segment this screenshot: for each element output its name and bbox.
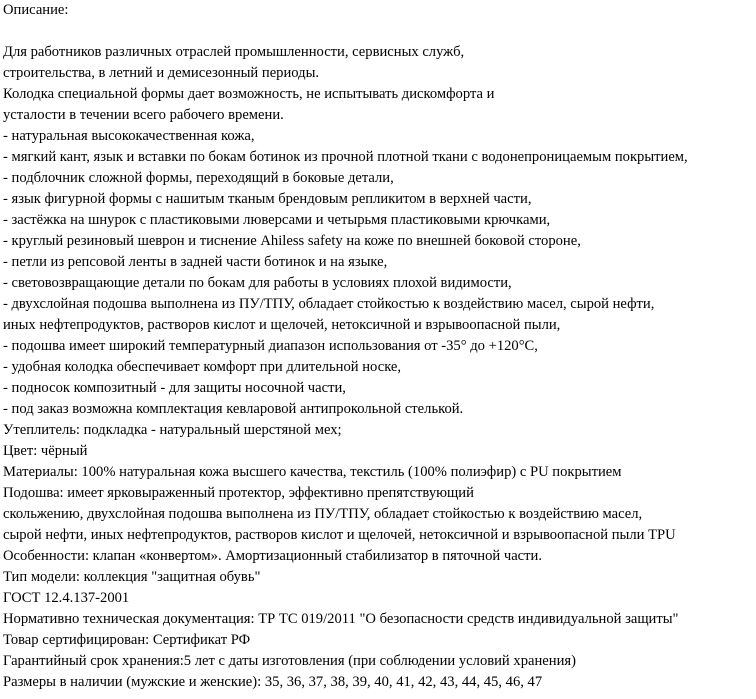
intro-line: Для работников различных отраслей промышленности, сервисных служб,	[3, 44, 465, 60]
sizes-field: Размеры в наличии (мужские и женские): 35, 36, 37, 38, 39, 40, 41, 42, 43, 44, 45, 46, 47	[3, 674, 543, 690]
gost-field: ГОСТ 12.4.137-2001	[3, 590, 130, 606]
intro-line: Колодка специальной формы дает возможность, не испытывать дискомфорта и	[3, 86, 495, 102]
feature-list-item: - язык фигурной формы с нашитым тканым брендовым репликитом в верхней части,	[3, 191, 532, 207]
feature-list-item: - под заказ возможна комплектация кевларовой антипрокольной стелькой.	[3, 401, 464, 417]
feature-list-item: - подносок композитный - для защиты носочной части,	[3, 380, 346, 396]
warranty-field: Гарантийный срок хранения:5 лет с даты изготовления (при соблюдении условий хранения)	[3, 653, 576, 669]
insulation-field: Утеплитель: подкладка - натуральный шерстяной мех;	[3, 422, 342, 438]
intro-line: строительства, в летний и демисезонный периоды.	[3, 65, 320, 81]
feature-list-item: - застёжка на шнурок с пластиковыми люверсами и четырьмя пластиковыми крючками,	[3, 212, 551, 228]
sole-field-continuation: скольжению, двухслойная подошва выполнена из ПУ/ТПУ, обладает стойкостью к воздействию масел,	[3, 506, 643, 522]
feature-list-item: - подошва имеет широкий температурный диапазон использования от -35° до +120°C,	[3, 338, 538, 354]
normative-doc-field: Нормативно техническая документация: ТР ТС 019/2011 "О безопасности средств индивидуальной защиты"	[3, 611, 679, 627]
features-field: Особенности: клапан «конвертом». Амортизационный стабилизатор в пяточной части.	[3, 548, 542, 564]
feature-list-item: - световозвращающие детали по бокам для работы в условиях плохой видимости,	[3, 275, 512, 291]
intro-line: усталости в течении всего рабочего времени.	[3, 107, 284, 123]
sole-field-continuation: сырой нефти, иных нефтепродуктов, растворов кислот и щелочей, нетоксичной и взрывоопасной пыли TPU	[3, 527, 676, 543]
feature-list-item: - двухслойная подошва выполнена из ПУ/ТПУ, обладает стойкостью к воздействию масел, сырой нефти,	[3, 296, 655, 312]
sole-field: Подошва: имеет ярковыраженный протектор, эффективно препятствующий	[3, 485, 474, 501]
feature-list-item: - удобная колодка обеспечивает комфорт при длительной носке,	[3, 359, 402, 375]
color-field: Цвет: чёрный	[3, 443, 88, 459]
feature-list-item: - петли из репсовой ленты в задней части ботинок и на языке,	[3, 254, 388, 270]
certification-field: Товар сертифицирован: Сертификат РФ	[3, 632, 251, 648]
feature-list-item: - подблочник сложной формы, переходящий в боковые детали,	[3, 170, 394, 186]
feature-list-item: - круглый резиновый шеврон и тиснение Ahiless safety на коже по внешней боковой стороне,	[3, 233, 581, 249]
description-heading: Описание:	[3, 2, 69, 18]
feature-list-item: - мягкий кант, язык и вставки по бокам ботинок из прочной плотной ткани с водонепроницаемым покрытием,	[3, 149, 688, 165]
materials-field: Материалы: 100% натуральная кожа высшего качества, текстиль (100% полиэфир) с PU покрытием	[3, 464, 622, 480]
feature-list-item-continuation: иных нефтепродуктов, растворов кислот и щелочей, нетоксичной и взрывоопасной пыли,	[3, 317, 561, 333]
feature-list-item: - натуральная высококачественная кожа,	[3, 128, 255, 144]
model-type-field: Тип модели: коллекция "защитная обувь"	[3, 569, 261, 585]
